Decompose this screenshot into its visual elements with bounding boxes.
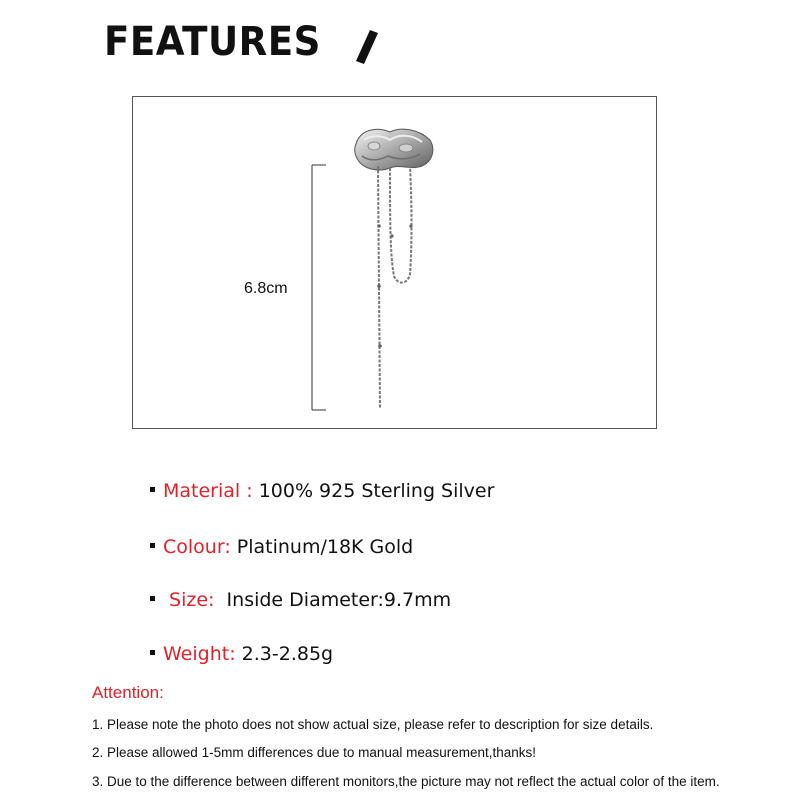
attention-note: 2. Please allowed 1-5mm differences due to manual measurement,thanks! [92,745,536,760]
ear-cuff-earring-image [350,126,440,416]
page-title: FEATURES [104,19,321,65]
dimension-bracket-icon [300,160,330,416]
feature-colour: Colour: Platinum/18K Gold [150,538,413,557]
feature-weight: Weight: 2.3-2.85g [150,645,333,664]
bullet-icon [150,487,155,492]
feature-material: Material : 100% 925 Sterling Silver [150,482,494,501]
attention-note: 3. Due to the difference between different monitors,the picture may not reflect the actual color of the item. [92,774,720,789]
slash-mark-icon [356,30,378,64]
feature-size: Size: Inside Diameter:9.7mm [150,591,451,610]
bullet-icon [150,650,155,655]
bullet-icon [150,596,155,601]
bullet-icon [150,543,155,548]
attention-title: Attention: [92,683,164,702]
attention-note: 1. Please note the photo does not show actual size, please refer to description for size details. [92,717,654,732]
dimension-label: 6.8cm [244,280,288,297]
